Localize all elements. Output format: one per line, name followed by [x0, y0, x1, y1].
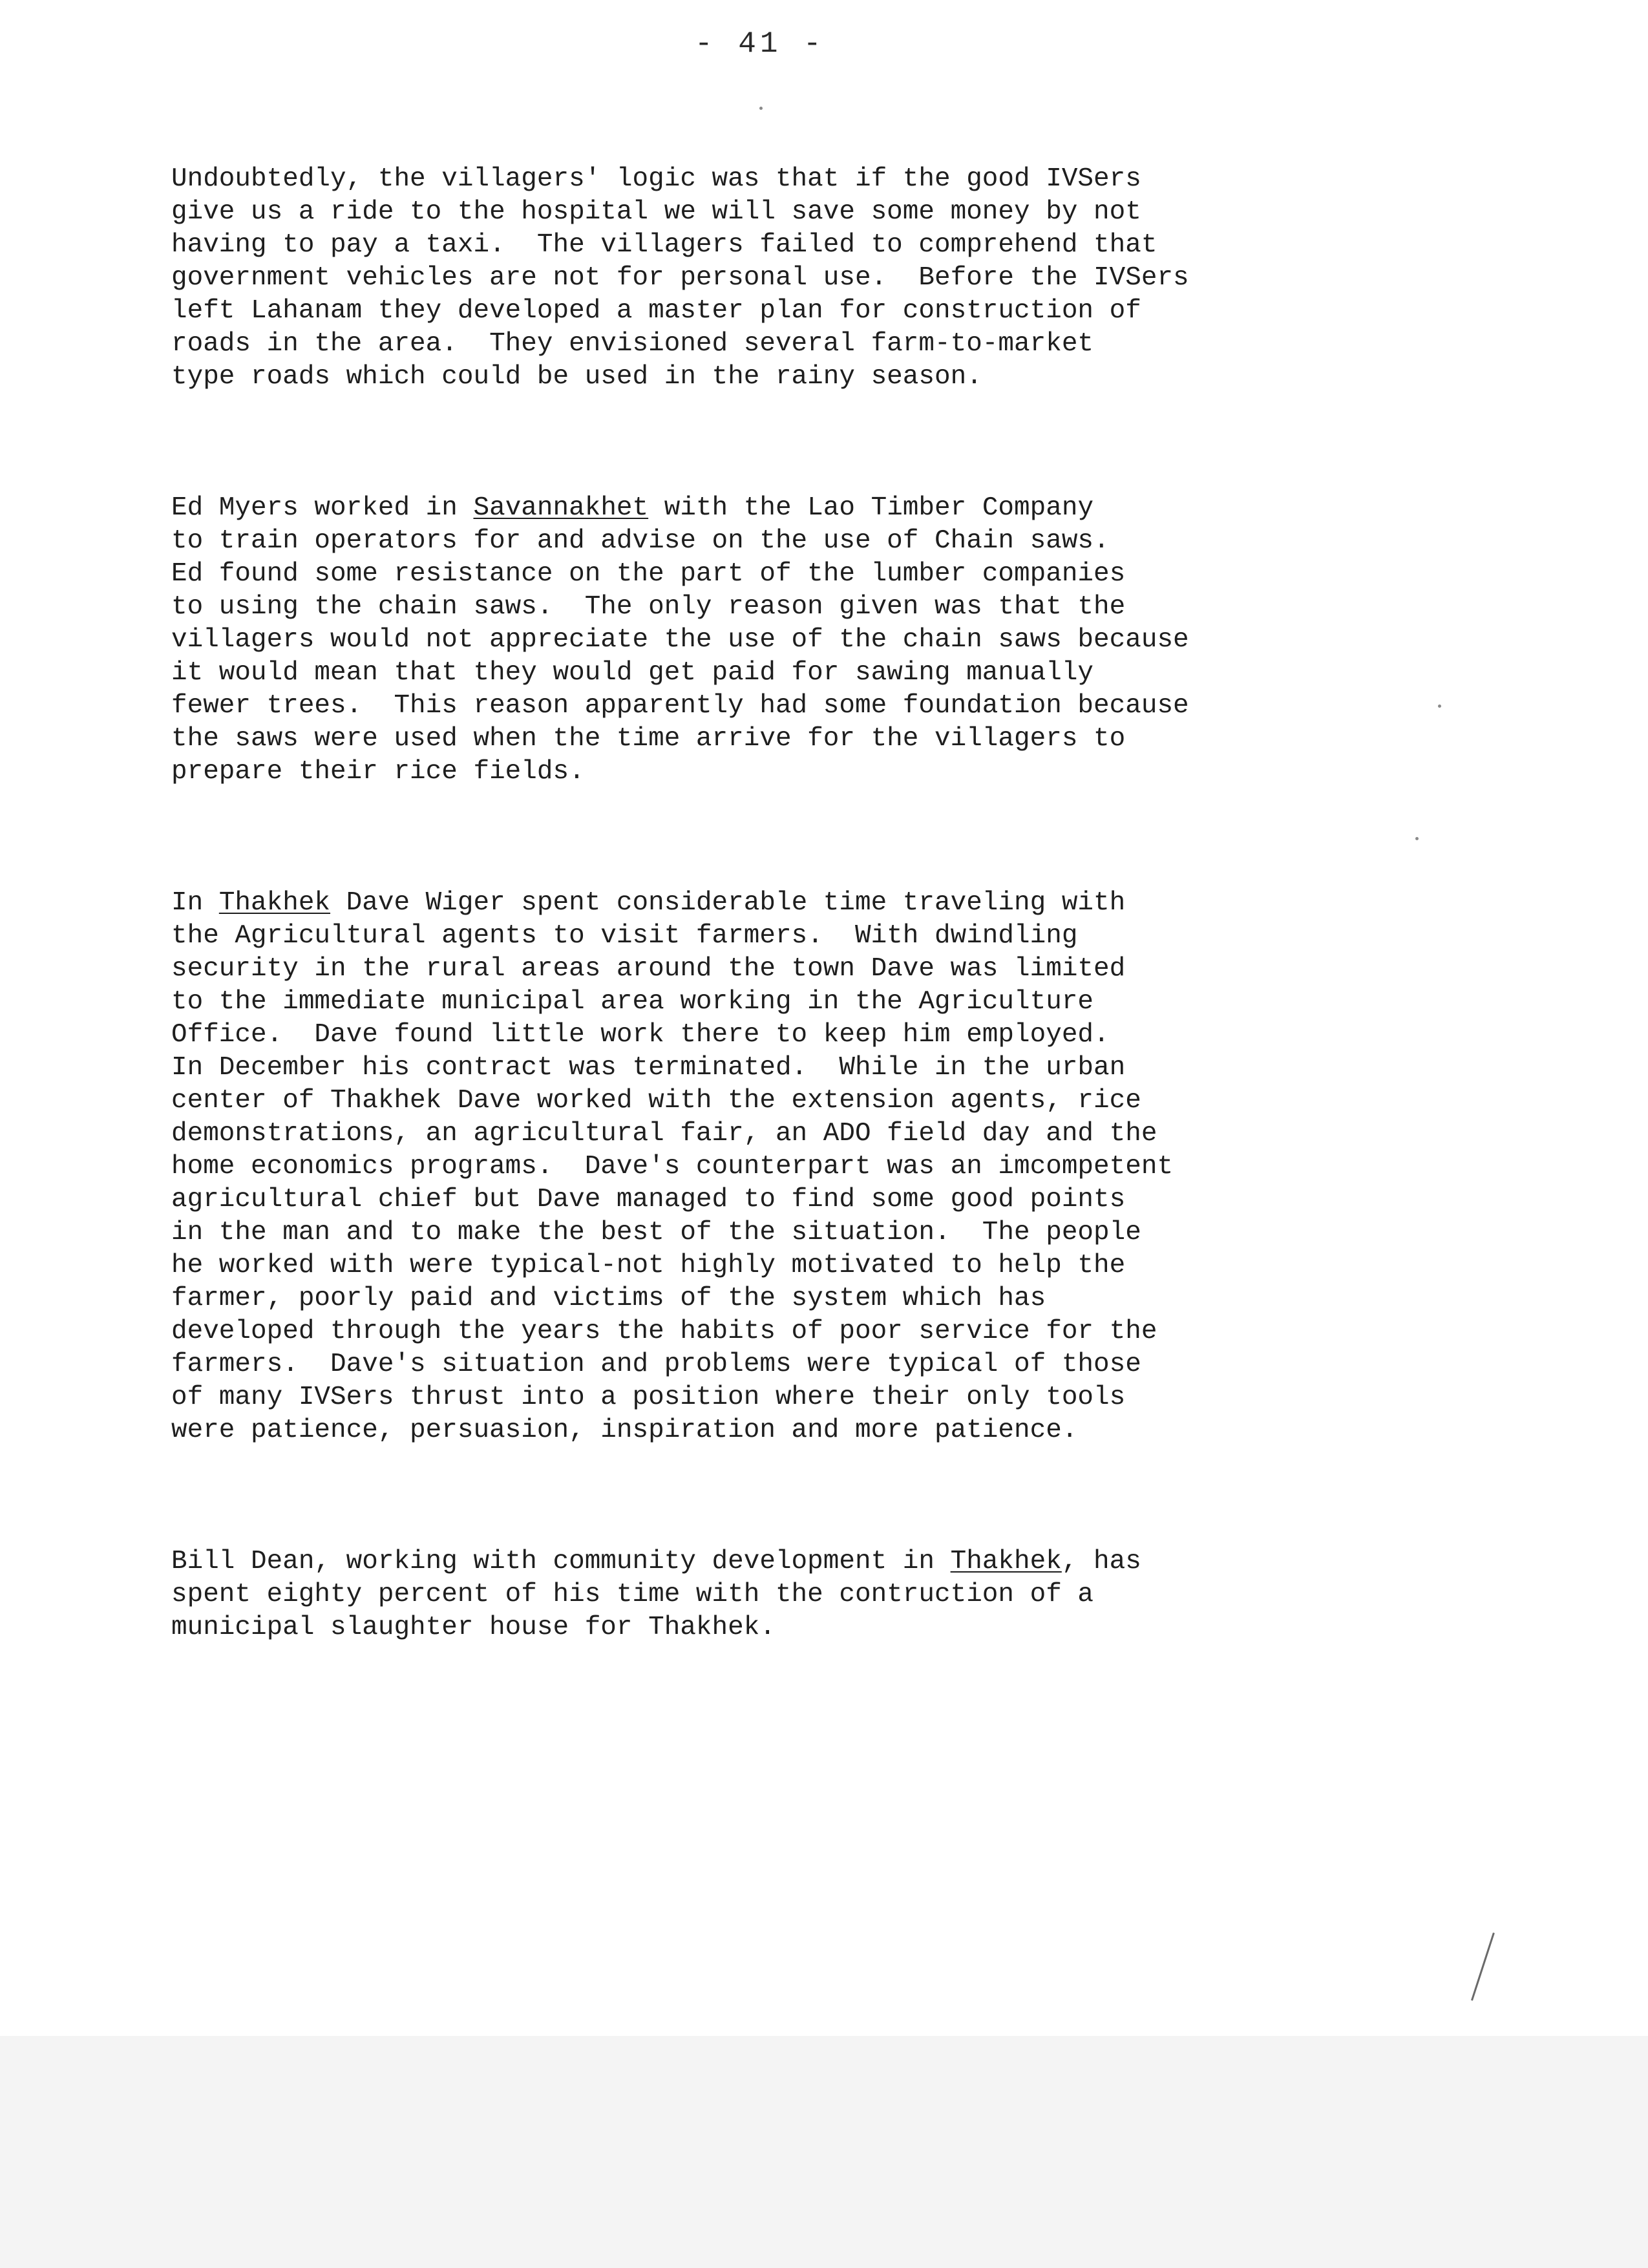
text-line: home economics programs. Dave's counterpart was an imcompetent	[171, 1152, 1174, 1182]
text-line: spent eighty percent of his time with the contruction of a	[171, 1580, 1094, 1609]
text-line: to train operators for and advise on the use of Chain saws.	[171, 526, 1110, 556]
scan-edge-shading	[0, 2036, 1648, 2268]
paragraph-ed-myers	[171, 492, 1464, 789]
text-line: municipal slaughter house for Thakhek.	[171, 1613, 776, 1642]
margin-speck	[1438, 705, 1441, 708]
text-line: In December his contract was terminated. While in the urban	[171, 1053, 1126, 1083]
text-line: the Agricultural agents to visit farmers. With dwindling	[171, 921, 1078, 951]
text-line: of many IVSers thrust into a position where their only tools	[171, 1383, 1126, 1412]
text-line: agricultural chief but Dave managed to find some good points	[171, 1185, 1126, 1214]
text-line: Ed Myers worked in Savannakhet with the Lao Timber Company	[171, 493, 1094, 523]
underlined-place-name: Thakhek	[218, 888, 331, 918]
text-line: security in the rural areas around the town Dave was limited	[171, 954, 1126, 984]
text-line: roads in the area. They envisioned several farm-to-market	[171, 329, 1094, 359]
paragraph-bill-dean	[171, 1545, 1464, 1644]
text-line: center of Thakhek Dave worked with the extension agents, rice	[171, 1086, 1141, 1116]
text-line: developed through the years the habits of poor service for the	[171, 1317, 1157, 1346]
text-line: villagers would not appreciate the use of the chain saws because	[171, 625, 1189, 655]
text-line: to using the chain saws. The only reason given was that the	[171, 592, 1126, 622]
text-line: In Thakhek Dave Wiger spent considerable time traveling with	[171, 888, 1126, 918]
paragraph-ivsers-logic	[171, 163, 1464, 394]
body-text	[171, 163, 1464, 1644]
text-line: Undoubtedly, the villagers' logic was that if the good IVSers	[171, 164, 1141, 194]
text-line: Bill Dean, working with community development in Thakhek, has	[171, 1547, 1141, 1576]
text-line: it would mean that they would get paid for sawing manually	[171, 658, 1094, 688]
margin-pen-mark	[1471, 1933, 1495, 2001]
page-number: - 41 -	[695, 27, 825, 61]
paragraph-dave-wiger	[171, 887, 1464, 1447]
text-line: were patience, persuasion, inspiration and more patience.	[171, 1415, 1078, 1445]
margin-speck	[1415, 837, 1419, 840]
text-line: Ed found some resistance on the part of the lumber companies	[171, 559, 1126, 589]
text-line: type roads which could be used in the rainy season.	[171, 362, 982, 392]
text-line: give us a ride to the hospital we will save some money by not	[171, 197, 1141, 227]
text-line: farmer, poorly paid and victims of the system which has	[171, 1284, 1046, 1313]
text-line: to the immediate municipal area working in the Agriculture	[171, 987, 1094, 1017]
text-line: the saws were used when the time arrive for the villagers to	[171, 724, 1126, 754]
margin-speck	[759, 107, 763, 110]
text-line: government vehicles are not for personal use. Before the IVSers	[171, 263, 1189, 293]
text-line: he worked with were typical-not highly motivated to help the	[171, 1251, 1126, 1280]
text-line: having to pay a taxi. The villagers failed to comprehend that	[171, 230, 1157, 260]
text-line: Office. Dave found little work there to keep him employed.	[171, 1020, 1110, 1050]
text-line: in the man and to make the best of the situation. The people	[171, 1218, 1141, 1247]
underlined-place-name: Thakhek	[950, 1547, 1062, 1576]
text-line: prepare their rice fields.	[171, 757, 585, 787]
text-line: fewer trees. This reason apparently had some foundation because	[171, 691, 1189, 721]
underlined-place-name: Savannakhet	[473, 493, 649, 523]
text-line: demonstrations, an agricultural fair, an ADO field day and the	[171, 1119, 1157, 1149]
text-line: left Lahanam they developed a master plan for construction of	[171, 296, 1141, 326]
text-line: farmers. Dave's situation and problems were typical of those	[171, 1350, 1141, 1379]
